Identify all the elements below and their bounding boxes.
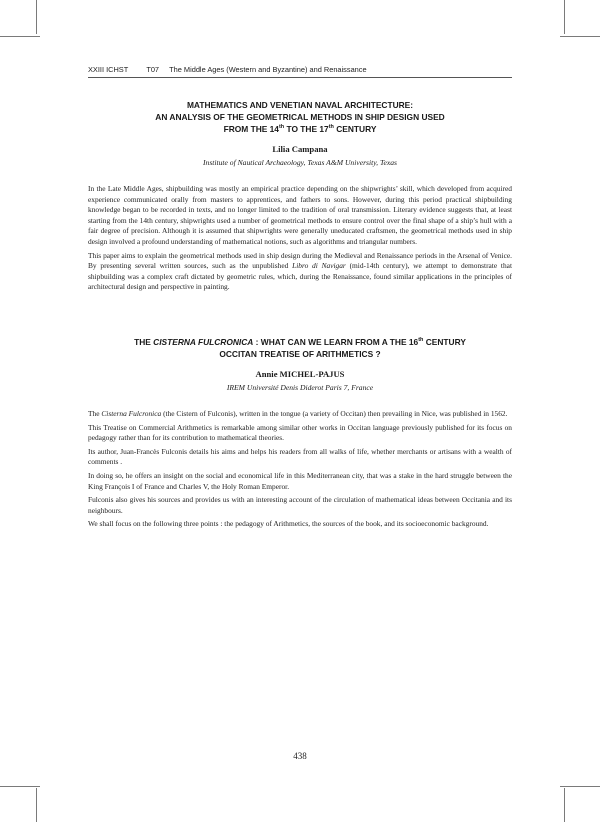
- body-paragraph: Fulconis also gives his sources and provides us with an interesting account of the circulation of mathematical ideas between Occitania and its neighbours.: [88, 495, 512, 515]
- crop-mark: [564, 788, 565, 822]
- body-paragraph: This Treatise on Commercial Arithmetics is remarkable among similar other works in Occitan language previously published for its focus on pedagogy rather than for its contribution to mathematical theories.: [88, 422, 512, 443]
- page-number: 438: [293, 751, 307, 761]
- crop-mark: [564, 0, 565, 34]
- conference-label: XXIII ICHST: [88, 65, 129, 74]
- title-line: OCCITAN TREATISE OF ARITHMETICS ?: [219, 349, 381, 359]
- title-line: FROM THE 14: [223, 124, 279, 134]
- body-paragraph: We shall focus on the following three points : the pedagogy of Arithmetics, the sources of the book, and its socioeconomic background.: [88, 519, 489, 529]
- author-name: Annie MICHEL-PAJUS: [255, 369, 345, 379]
- crop-mark: [36, 0, 37, 34]
- body-paragraph: Its author, Juan-Francès Fulconis details his aims and helps his readers from all walks of life, whether merchants or artisans with a wealth of comments .: [88, 446, 512, 467]
- crop-mark: [0, 36, 40, 37]
- crop-mark: [560, 786, 600, 787]
- body-paragraph: This paper aims to explain the geometrical methods used in ship design during the Medieval and Renaissance periods in the Arsenal of Venice. By presenting several written sources, such as the unpublished Libro di Navigar (mid-14th century), we attempt to demonstrate that shipbuilding was a complex craft dictated by geometric rules, which, during the Renaissance, found similar applications in the principles of architectural design and perspective in painting.: [88, 250, 512, 292]
- session-title: The Middle Ages (Western and Byzantine) and Renaissance: [169, 65, 367, 74]
- title-line: MATHEMATICS AND VENETIAN NAVAL ARCHITECTURE:: [186, 100, 414, 110]
- running-header: [88, 65, 512, 78]
- author-name: Lilia Campana: [272, 144, 328, 154]
- body-paragraph: In the Late Middle Ages, shipbuilding was mostly an empirical practice depending on the shipwrights’ skill, which developed from acquired experience communicated orally from masters to apprentices, and fathers to sons. However, during this period practical shipbuilding knowledge began to be recorded in texts, and no longer limited to the tradition of oral transmission. Literary evidence suggests that, at least starting from the 14th century, shipwrights used a number of geometrical methods to ensure control over the final shape of a ship’s hull with a fair degree of precision. Although it is assumed that shipwrights were generally uneducated craftsmen, the geometrical methods used in ship design involved a profound understanding of mathematical notions, such as algorithms and triangular numbers.: [88, 184, 512, 246]
- title-line: CENTURY: [423, 337, 466, 347]
- author-affiliation: Institute of Nautical Archaeology, Texas A&M University, Texas: [203, 158, 397, 167]
- crop-mark: [36, 788, 37, 822]
- abstract-title: [88, 99, 512, 135]
- superscript: th: [418, 337, 424, 344]
- abstract-michel-pajus: [88, 336, 512, 533]
- title-line: AN ANALYSIS OF THE GEOMETRICAL METHODS IN SHIP DESIGN USED: [155, 112, 445, 122]
- crop-mark: [0, 786, 40, 787]
- italic-title: Libro di Navigar: [292, 261, 346, 271]
- title-line: THE: [134, 337, 154, 347]
- abstract-campana: [88, 99, 512, 296]
- session-code: T07: [146, 65, 160, 74]
- italic-title: CISTERNA FULCRONICA: [153, 337, 254, 347]
- superscript: th: [278, 124, 285, 131]
- body-paragraph: The Cisterna Fulcronica (the Cistern of Fulconis), written in the tongue (a variety of Occitan) then prevailing in Nice, was published in 1562.: [88, 409, 508, 418]
- title-line: : WHAT CAN WE LEARN FROM A THE 16: [253, 337, 419, 347]
- author-affiliation: IREM Université Denis Diderot Paris 7, France: [226, 383, 374, 392]
- title-line: CENTURY: [333, 124, 377, 134]
- superscript: th: [328, 124, 334, 131]
- abstract-title: [88, 336, 512, 360]
- crop-mark: [560, 36, 600, 37]
- title-line: TO THE 17: [284, 124, 329, 134]
- body-paragraph: In doing so, he offers an insight on the social and economical life in this Mediterranean city, that was a stake in the hard struggle between the King François I of France and Charles V, the Holy Roman Emperor.: [88, 470, 512, 491]
- italic-title: Cisterna Fulcronica: [101, 409, 162, 418]
